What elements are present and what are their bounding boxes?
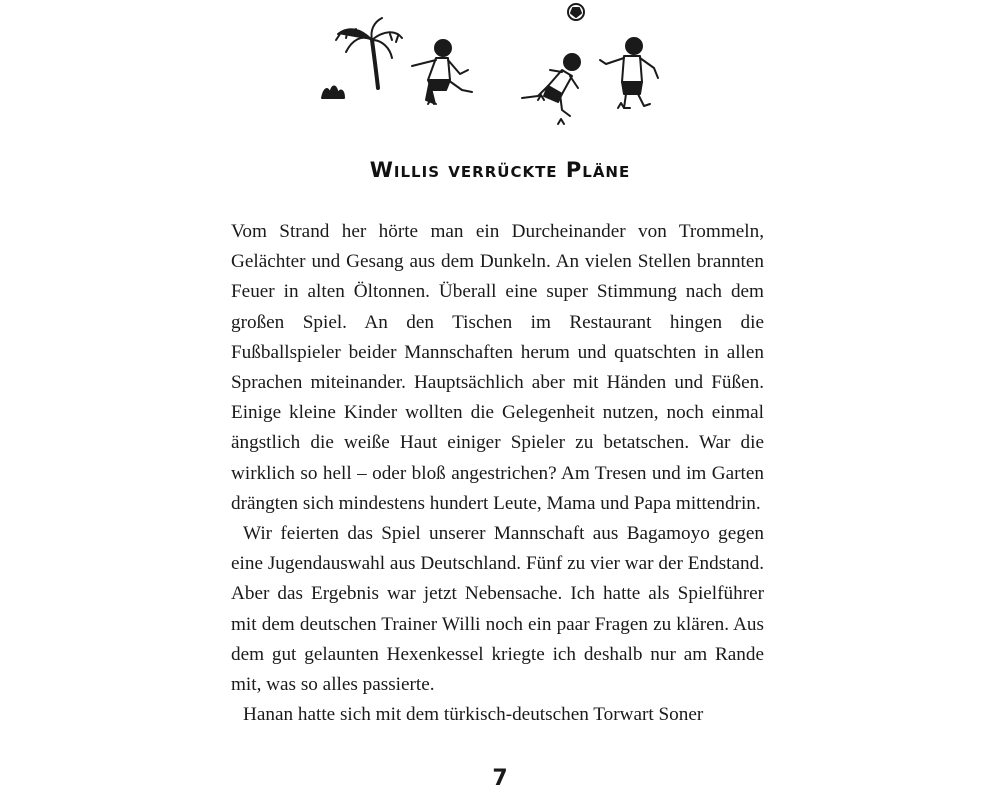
paragraph: Hanan hatte sich mit dem türkisch-deutschen Torwart Soner <box>243 704 704 726</box>
paragraph: Vom Strand her hörte man ein Durcheinander von Trommeln, Gelächter und Gesang aus dem Dunkeln. An vielen Stellen brannten Feuer in alten Öltonnen. Überall eine super Stimmung nach dem großen Spiel. An den Tischen im Restaurant hingen die Fußballspieler beider Mannschaften herum und quatschten in allen Sprachen miteinander. Hauptsächlich aber mit Händen und Füßen. Einige kleine Kinder wollten die Gelegenheit nutzen, noch einmal ängstlich die weiße Haut einiger Spieler zu betatschen. War die wirklich so hell – oder bloß angestrichen? Am Tresen und im Garten drängten sich mindestens hundert Leute, Mama und Papa mittendrin. <box>231 221 764 514</box>
chapter-title: Willis verrückte Pläne <box>369 158 631 182</box>
bush-icon <box>322 87 344 99</box>
player-running-icon <box>522 54 580 116</box>
player-kicking-icon <box>412 40 472 104</box>
player-standing-icon <box>600 38 658 108</box>
body-text <box>231 217 764 730</box>
football-icon <box>568 4 584 20</box>
football-players-illustration <box>300 0 700 135</box>
page-number: 7 <box>492 766 508 791</box>
palm-tree-icon <box>336 18 402 88</box>
paragraph: Wir feierten das Spiel unserer Mannschaft aus Bagamoyo gegen eine Jugendauswahl aus Deutschland. Fünf zu vier war der Endstand. Aber das Ergebnis war jetzt Nebensache. Ich hatte als Spielführer mit dem deutschen Trainer Willi noch ein paar Fragen zu klären. Aus dem gut gelaunten Hexenkessel kriegte ich deshalb nur am Rande mit, was so alles passierte. <box>231 523 764 696</box>
